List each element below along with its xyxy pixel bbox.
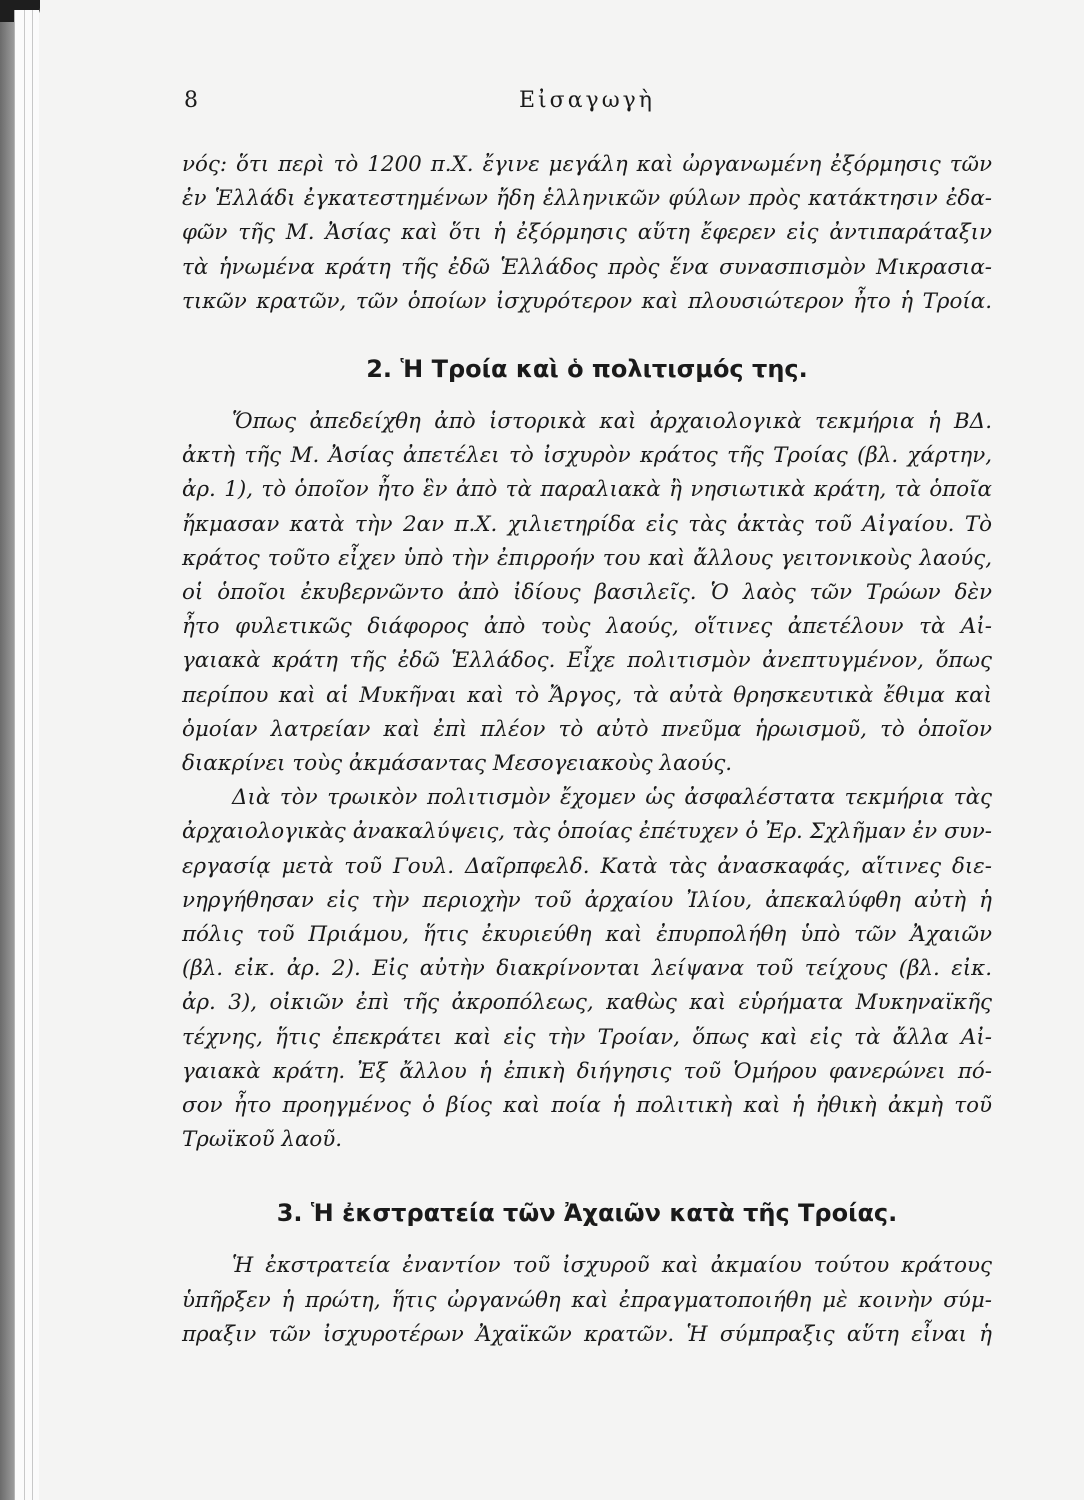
text-line: Ἡ ἐκστρατεία ἐναντίον τοῦ ἰσχυροῦ καὶ ἀκμαίου τούτου κράτους bbox=[232, 1253, 992, 1279]
text-line: εργασίᾳ μετὰ τοῦ Γουλ. Δαῖρπφελδ. Κατὰ τὰς ἀνασκαφάς, αἵτινες διε- bbox=[182, 853, 992, 879]
running-title: Εἰσαγωγὴ bbox=[519, 88, 655, 113]
text-line: ἀκτὴ τῆς Μ. Ἀσίας ἀπετέλει τὸ ἰσχυρὸν κράτος τῆς Τροίας (βλ. χάρτην, bbox=[182, 443, 992, 469]
text-line: πόλις τοῦ Πριάμου, ἥτις ἐκυριεύθη καὶ ἐπυρπολήθη ὑπὸ τῶν Ἀχαιῶν bbox=[182, 922, 992, 948]
running-head bbox=[182, 88, 992, 128]
section-2-paragraph-1 bbox=[182, 405, 992, 781]
text-line: (βλ. εἰκ. ἀρ. 2). Εἰς αὐτὴν διακρίνονται λείψανα τοῦ τείχους (βλ. εἰκ. bbox=[182, 956, 992, 982]
text-line: τικῶν κρατῶν, τῶν ὁποίων ἰσχυρότερον καὶ πλουσιώτερον ἦτο ἡ Τροία. bbox=[182, 288, 992, 314]
section-3-paragraph-1 bbox=[182, 1249, 992, 1352]
text-line: ἀρχαιολογικὰς ἀνακαλύψεις, τὰς ὁποίας ἐπέτυχεν ὁ Ἐρ. Σχλῆμαν ἐν συν- bbox=[182, 819, 992, 845]
text-line: γαιακὰ κράτη τῆς ἐδῶ Ἑλλάδος. Εἶχε πολιτισμὸν ἀνεπτυγμένον, ὅπως bbox=[182, 648, 992, 674]
text-line: οἱ ὁποῖοι ἐκυβερνῶντο ἀπὸ ἰδίους βασιλεῖς. Ὁ λαὸς τῶν Τρώων δὲν bbox=[182, 580, 992, 606]
text-line: Ὅπως ἀπεδείχθη ἀπὸ ἱστορικὰ καὶ ἀρχαιολογικὰ τεκμήρια ἡ ΒΔ. bbox=[232, 409, 992, 435]
page-edges bbox=[14, 10, 39, 1500]
section-2-heading: 2. Ἡ Τροία καὶ ὁ πολιτισμός της. bbox=[366, 355, 808, 384]
section-3-heading: 3. Ἡ ἐκστρατεία τῶν Ἀχαιῶν κατὰ τῆς Τροίας. bbox=[276, 1199, 898, 1228]
text-line: τέχνης, ἥτις ἐπεκράτει καὶ εἰς τὴν Τροίαν, ὅπως καὶ εἰς τὰ ἄλλα Αἰ- bbox=[182, 1024, 992, 1050]
text-line: ἐν Ἑλλάδι ἐγκατεστημένων ἤδη ἑλληνικῶν φύλων πρὸς κατάκτησιν ἐδα- bbox=[182, 186, 992, 212]
text-line: γαιακὰ κράτη. Ἐξ ἄλλου ἡ ἐπικὴ διήγησις τοῦ Ὁμήρου φανερώνει πό- bbox=[182, 1058, 992, 1084]
book-spine-shadow bbox=[0, 0, 14, 1500]
text-line: ἦτο φυλετικῶς διάφορος ἀπὸ τοὺς λαούς, οἵτινες ἀπετέλουν τὰ Αἰ- bbox=[182, 614, 992, 640]
text-line: διακρίνει τοὺς ἀκμάσαντας Μεσογειακοὺς λαούς. bbox=[182, 751, 733, 777]
text-line: τὰ ἡνωμένα κράτη τῆς ἐδῶ Ἑλλάδος πρὸς ἕνα συνασπισμὸν Μικρασια- bbox=[182, 254, 992, 280]
text-line: νηργήθησαν εἰς τὴν περιοχὴν τοῦ ἀρχαίου Ἰλίου, ἀπεκαλύφθη αὐτὴ ἡ bbox=[182, 887, 992, 913]
text-line: νός: ὅτι περὶ τὸ 1200 π.Χ. ἔγινε μεγάλη καὶ ὠργανωμένη ἐξόρμησις τῶν bbox=[182, 152, 992, 177]
page-content bbox=[182, 88, 992, 1352]
section-2-paragraph-2 bbox=[182, 781, 992, 1157]
text-line: περίπου καὶ αἱ Μυκῆναι καὶ τὸ Ἄργος, τὰ αὐτὰ θρησκευτικὰ ἔθιμα καὶ bbox=[182, 682, 992, 708]
text-line: φῶν τῆς Μ. Ἀσίας καὶ ὅτι ἡ ἐξόρμησις αὕτη ἔφερεν εἰς ἀντιπαράταξιν bbox=[182, 220, 992, 246]
text-line: ὁμοίαν λατρείαν καὶ ἐπὶ πλέον τὸ αὐτὸ πνεῦμα ἡρωισμοῦ, τὸ ὁποῖον bbox=[182, 716, 992, 742]
text-line: Διὰ τὸν τρωικὸν πολιτισμὸν ἔχομεν ὡς ἀσφαλέστατα τεκμήρια τὰς bbox=[232, 785, 992, 811]
intro-paragraph bbox=[182, 148, 992, 319]
text-line: ἤκμασαν κατὰ τὴν 2αν π.Χ. χιλιετηρίδα εἰς τὰς ἀκτὰς τοῦ Αἰγαίου. Τὸ bbox=[182, 511, 992, 537]
text-line: ἀρ. 1), τὸ ὁποῖον ἦτο ἓν ἀπὸ τὰ παραλιακὰ ἢ νησιωτικὰ κράτη, τὰ ὁποῖα bbox=[182, 477, 992, 503]
text-line: σον ἦτο προηγμένος ὁ βίος καὶ ποία ἡ πολιτικὴ καὶ ἡ ἠθικὴ ἀκμὴ τοῦ bbox=[182, 1093, 992, 1119]
text-line: πραξιν τῶν ἰσχυροτέρων Ἀχαϊκῶν κρατῶν. Ἡ σύμπραξις αὕτη εἶναι ἡ bbox=[182, 1321, 992, 1347]
text-line: κράτος τοῦτο εἶχεν ὑπὸ τὴν ἐπιρροήν του καὶ ἄλλους γειτονικοὺς λαούς, bbox=[182, 545, 992, 571]
text-line: Τρωϊκοῦ λαοῦ. bbox=[182, 1127, 343, 1153]
text-line: ὑπῆρξεν ἡ πρώτη, ἥτις ὠργανώθη καὶ ἐπραγματοποιήθη μὲ κοινὴν σύμ- bbox=[182, 1287, 992, 1313]
page-number: 8 bbox=[184, 88, 198, 113]
text-line: ἀρ. 3), οἰκιῶν ἐπὶ τῆς ἀκροπόλεως, καθὼς καὶ εὑρήματα Μυκηναϊκῆς bbox=[182, 990, 992, 1016]
